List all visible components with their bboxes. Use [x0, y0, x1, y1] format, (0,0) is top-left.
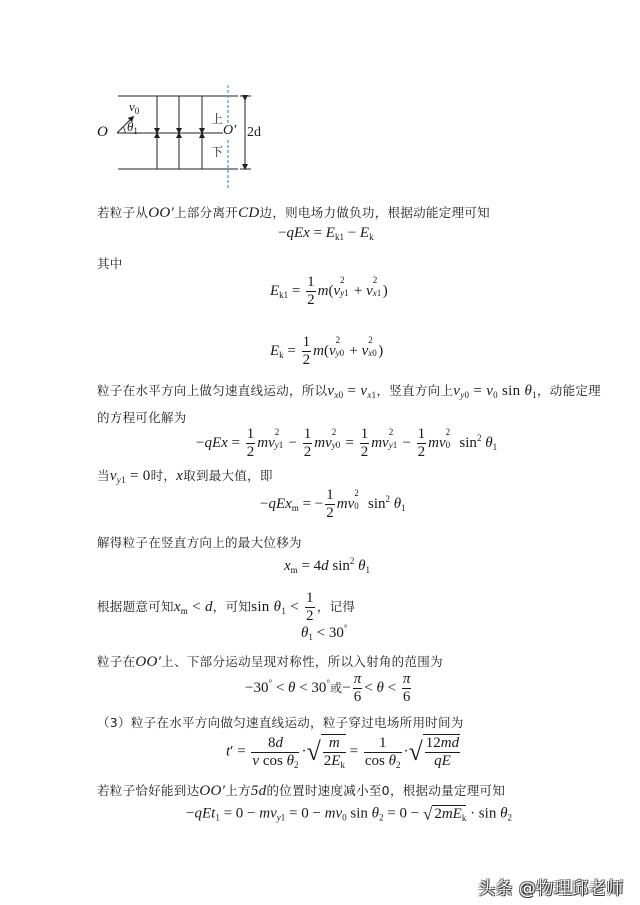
label-O-prime: O′	[223, 123, 237, 138]
paragraph-3: 粒子在水平方向上做匀速直线运动，所以$v_{x0} = v_{x1}$，竖直方向上$v_{y0} = v_0$ $\sin \theta_1$，动能定理	[97, 383, 601, 400]
equation-expanded: −qEx = $\frac{1}{2}$ mv 2 y1 − $\frac{1}{2}$ mv 2 y0 = $\frac{1}{2}$ mv 2 y1 − $\frac{1}{2}$ mv 2 0 $\sin^2 \theta_1$	[196, 426, 498, 460]
paragraph-5: 解得粒子在竖直方向上的最大位移为	[97, 535, 302, 550]
label-upper: 上	[211, 112, 224, 126]
paragraph-9: 若粒子恰好能到达OO′上方5d的位置时速度减小至0，根据动量定理可知	[97, 783, 506, 799]
watermark: 头条 @物理邱老师	[478, 879, 624, 899]
paragraph-7: 粒子在OO′上、下部分运动呈现对称性，所以入射角的范围为	[97, 654, 443, 670]
equation-angle-range: −30° < θ < 30°或− $\frac{\pi}{6}$ < θ < $\frac{\pi}{6}$	[245, 671, 411, 705]
label-theta1: $\theta_1$	[127, 119, 138, 136]
paragraph-2: 其中	[97, 256, 123, 271]
field-diagram	[95, 85, 265, 190]
paragraph-8: （3）粒子在水平方向做匀速直线运动，粒子穿过电场所用时间为	[97, 715, 464, 730]
equation-max-x: −qEx$_m$ = − $\frac{1}{2}$ mv 2 0 $\sin^2 \theta_1$	[260, 487, 406, 521]
equation-theta-limit: $\theta_1 < 30^\circ$	[301, 623, 348, 642]
equation-ek1: $E_{k1}$ = $\frac{1}{2}$ m(v 2 y1 + v 2 x1 )	[270, 274, 388, 308]
equation-momentum: $-qEt_1 = 0 - mv_{y1} = 0 - mv_0$ $\sin \theta_2 = 0$ − √ $2mE_k \cdot \sin \theta_2$	[186, 804, 512, 824]
paragraph-4: 当$v_{y1} = 0$时，x取到最大值，即	[97, 468, 273, 485]
label-2d: 2d	[247, 125, 261, 140]
equation-ek: $E_k$ = $\frac{1}{2}$ m(v 2 y0 + v 2 x0 )	[270, 334, 384, 368]
parallel-plates-figure	[95, 85, 265, 190]
equation-time: t′ = $\frac{8d}{v \cos \theta_2}$ ·√ $\frac{m}{2E_k}$ = $\frac{1}{\cos \theta_2}$ ·√ $\frac{12md}{qE}$	[226, 734, 460, 770]
label-v0: $v_0$	[129, 99, 140, 116]
label-lower: 下	[211, 145, 224, 159]
paragraph-1: 若粒子从OO′上部分离开CD边，则电场力做负功，根据动能定理可知	[97, 205, 490, 221]
equation-xm: $x_m = 4d$ $\sin^2 \theta_1$	[284, 556, 371, 575]
label-O: O	[97, 124, 108, 140]
paragraph-6: 根据题意可知$x_m < d$，可知$\sin \theta_1$ < $\frac{1}{2}$ ，记得	[97, 590, 356, 624]
paragraph-3-line2: 的方程可化解为	[97, 410, 187, 425]
equation-energy-theorem: $-qEx = E_{k1} - E_k$	[278, 225, 374, 242]
